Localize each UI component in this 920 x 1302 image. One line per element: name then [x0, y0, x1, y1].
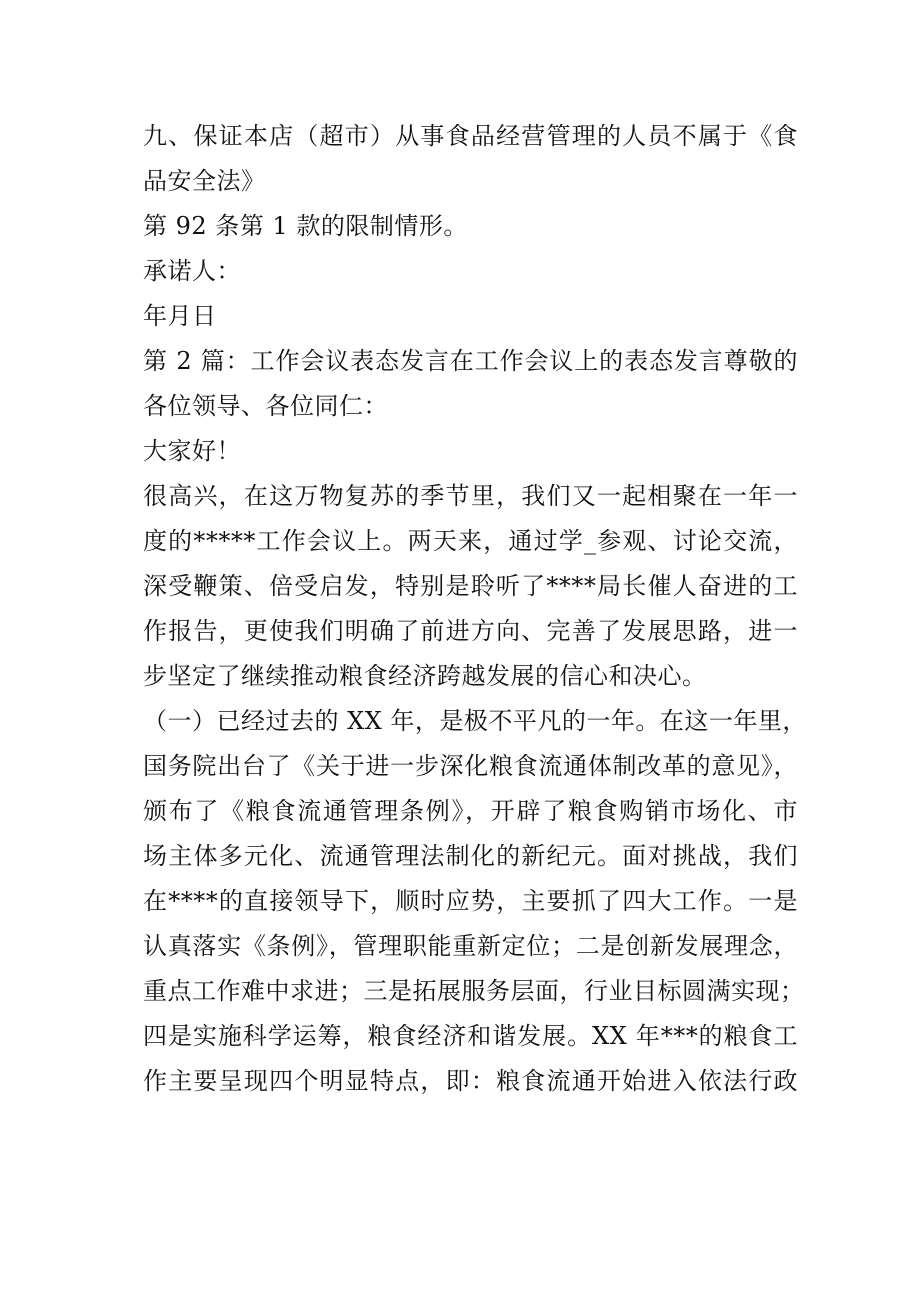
- text-line: 作报告，更使我们明确了前进方向、完善了发展思路，进一: [143, 617, 798, 645]
- text-line: 年月日: [143, 302, 217, 330]
- text-line: 认真落实《条例》，管理职能重新定位；二是创新发展理念，: [143, 932, 798, 960]
- text-line: 深受鞭策、倍受启发，特别是聆听了****局长催人奋进的工: [143, 572, 798, 600]
- text-line: 第 92 条第 1 款的限制情形。: [143, 212, 468, 240]
- text-line: 大家好！: [143, 437, 241, 465]
- text-line: 重点工作难中求进；三是拓展服务层面，行业目标圆满实现；: [143, 977, 805, 1005]
- text-line: （一）已经过去的 XX 年，是极不平凡的一年。在这一年里，: [143, 707, 807, 735]
- text-line: 很高兴，在这万物复苏的季节里，我们又一起相聚在一年一: [143, 482, 798, 510]
- text-line: 第 2 篇：工作会议表态发言在工作会议上的表态发言尊敬的: [143, 347, 798, 375]
- text-line: 度的*****工作会议上。两天来，通过学_参观、讨论交流，: [143, 527, 798, 555]
- text-line: 在****的直接领导下，顺时应势，主要抓了四大工作。一是: [143, 887, 798, 915]
- text-line: 四是实施科学运筹，粮食经济和谐发展。XX 年***的粮食工: [143, 1022, 798, 1050]
- text-line: 品安全法》: [143, 167, 266, 195]
- text-line: 国务院出台了《关于进一步深化粮食流通体制改革的意见》，: [143, 752, 798, 780]
- text-line: 各位领导、各位同仁：: [143, 392, 388, 420]
- text-line: 颁布了《粮食流通管理条例》，开辟了粮食购销市场化、市: [143, 797, 798, 825]
- document-body: [143, 114, 807, 1104]
- text-line: 承诺人：: [143, 257, 241, 285]
- text-line: 九、保证本店（超市）从事食品经营管理的人员不属于《食: [143, 122, 798, 150]
- text-line: 作主要呈现四个明显特点，即：粮食流通开始进入依法行政: [143, 1067, 798, 1095]
- text-line: 场主体多元化、流通管理法制化的新纪元。面对挑战，我们: [143, 842, 798, 870]
- text-line: 步坚定了继续推动粮食经济跨越发展的信心和决心。: [143, 662, 707, 690]
